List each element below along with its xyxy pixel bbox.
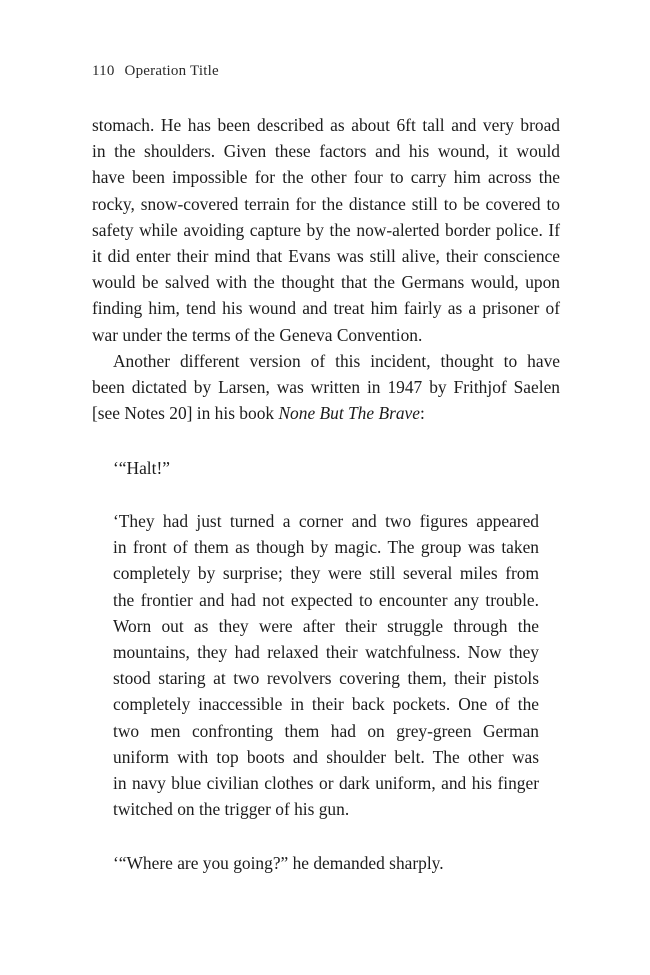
running-head-title: Operation Title	[124, 63, 219, 79]
paragraph-2-line-3-after: :	[419, 403, 425, 424]
text-line: ‘They had just turned a corner and two figures appeared	[113, 511, 539, 531]
text-line: uniform with top boots and shoulder belt. The other was	[113, 746, 539, 767]
block-quote-2	[113, 508, 539, 822]
text-line: twitched on the trigger of his gun.	[113, 799, 350, 820]
book-title: None But The Brave	[278, 403, 420, 424]
page-number: 110	[92, 63, 115, 79]
text-line: it did enter their mind that Evans was still alive, their conscience	[92, 246, 560, 267]
paragraph-2	[92, 348, 560, 427]
text-line: completely inaccessible in their back pockets. One of the	[113, 694, 539, 715]
block-quote-1	[113, 455, 539, 481]
text-line: stomach. He has been described as about 6ft tall and very broad	[92, 115, 560, 135]
text-line: Worn out as they were after their struggle through the	[113, 615, 539, 636]
text-line: stood staring at two revolvers covering them, their pistols	[113, 668, 539, 689]
text-line: ‘“Where are you going?” he demanded sharply.	[113, 853, 444, 873]
paragraph-2-line-1: Another different version of this incident, thought to have	[113, 351, 560, 371]
text-line: two men confronting them had on grey-green German	[113, 720, 539, 741]
text-line: finding him, tend his wound and treat him fairly as a prisoner of	[92, 298, 560, 319]
text-line: in the shoulders. Given these factors and his wound, it would	[92, 141, 560, 162]
text-line: mountains, they had relaxed their watchfulness. Now they	[113, 642, 539, 663]
text-line: ‘“Halt!”	[113, 458, 170, 478]
text-line: the frontier and had not expected to encounter any trouble.	[113, 589, 539, 610]
text-line	[92, 400, 560, 426]
text-line: rocky, snow-covered terrain for the distance still to be covered to	[92, 193, 560, 214]
text-line: safety while avoiding capture by the now-alerted border police. If	[92, 219, 560, 240]
text-line: completely by surprise; they were still several miles from	[113, 563, 539, 584]
text-line: in navy blue civilian clothes or dark uniform, and his finger	[113, 773, 539, 794]
paragraph-1	[92, 112, 560, 348]
paragraph-2-line-3-before: [see Notes 20] in his book	[92, 403, 279, 424]
text-line: in front of them as though by magic. The group was taken	[113, 537, 539, 558]
text-line: have been impossible for the other four to carry him across the	[92, 167, 560, 188]
text-line: been dictated by Larsen, was written in 1947 by Frithjof Saelen	[92, 377, 560, 398]
text-line: war under the terms of the Geneva Convention.	[92, 324, 423, 345]
text-line: would be salved with the thought that the Germans would, upon	[92, 272, 560, 293]
block-quote-3	[113, 850, 539, 876]
running-head	[92, 63, 219, 80]
text-line	[92, 348, 560, 374]
